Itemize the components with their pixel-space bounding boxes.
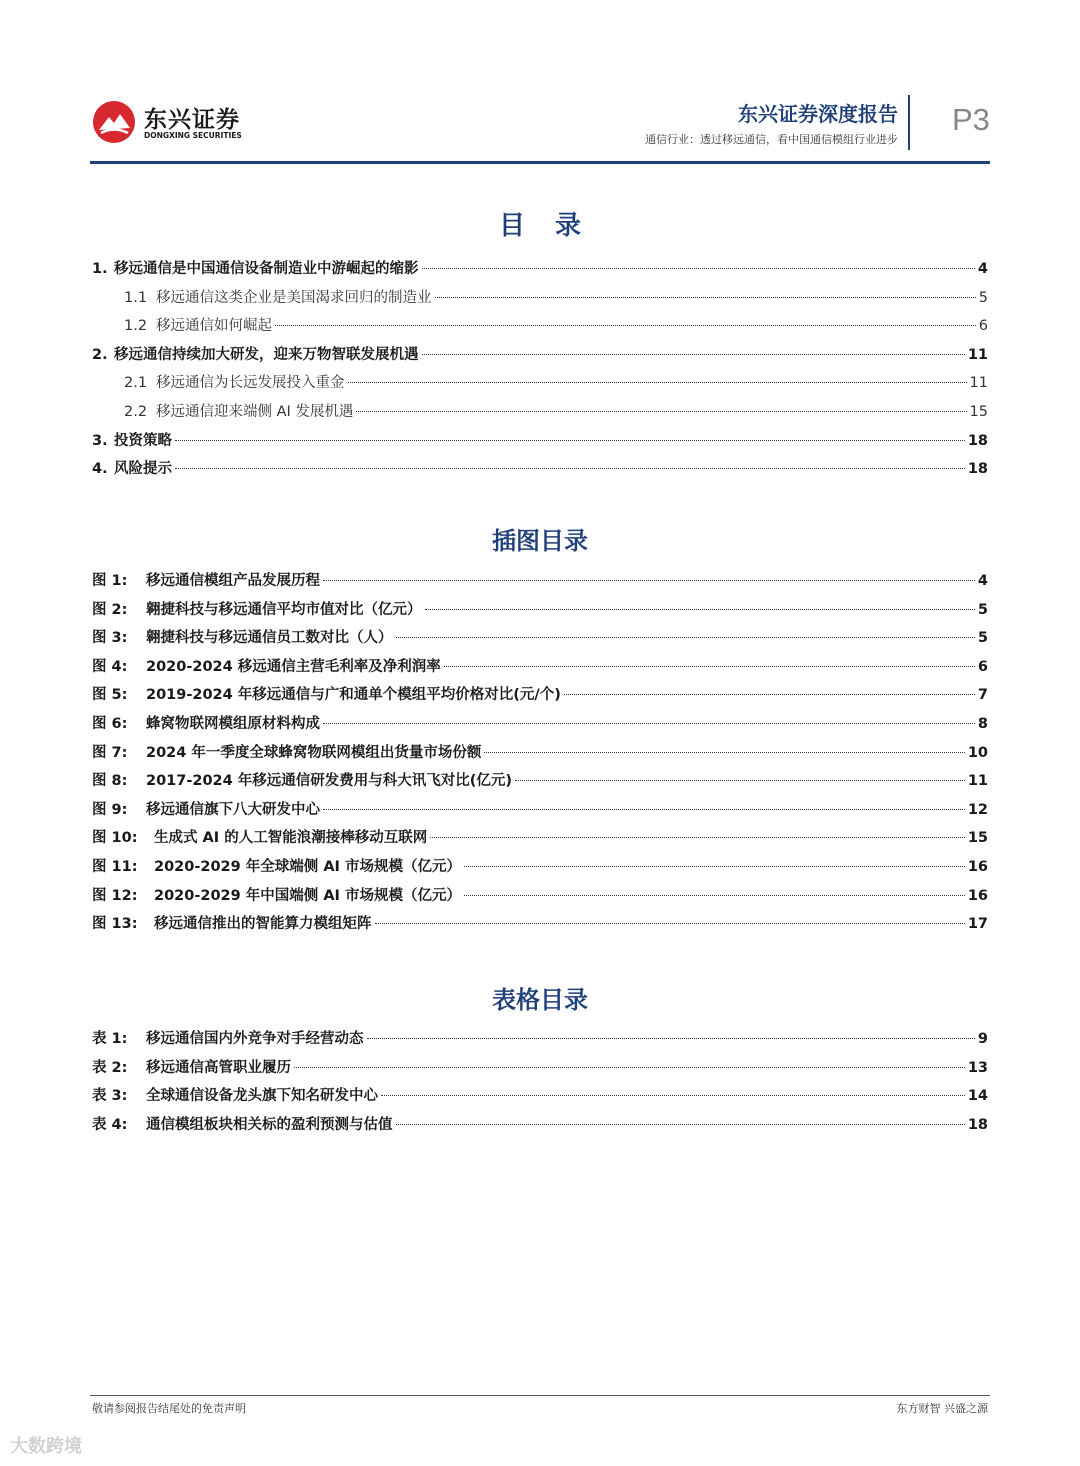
toc-entry-page: 11 [967, 346, 988, 363]
toc-entry-text: 移远通信如何崛起 [156, 318, 272, 335]
figure-entry[interactable] [92, 882, 988, 911]
toc-title: 目录 [498, 211, 611, 241]
toc-entry-text: 投资策略 [114, 432, 172, 449]
figure-label: 图 1: [92, 573, 128, 589]
table-title: 移远通信国内外竞争对手经营动态 [146, 1031, 364, 1047]
toc-entry-number: 3. [92, 432, 108, 449]
table-page: 14 [967, 1088, 988, 1105]
table-page: 9 [977, 1031, 988, 1047]
figure-page: 10 [967, 744, 988, 761]
footer-rule [90, 1395, 990, 1396]
table-title: 通信模组板块相关标的盈利预测与估值 [146, 1116, 393, 1133]
figure-title: 2020-2029 年全球端侧 AI 市场规模（亿元） [154, 858, 461, 875]
figure-label: 图 4: [92, 658, 128, 675]
table-entry[interactable] [92, 1054, 988, 1083]
leader-dots [356, 411, 966, 412]
figure-label: 图 9: [92, 801, 128, 818]
toc-entry[interactable] [92, 341, 988, 370]
toc-entry-number: 2. [92, 346, 108, 363]
leader-dots [430, 837, 965, 838]
figure-label: 图 2: [92, 601, 128, 618]
leader-dots [323, 723, 975, 724]
figure-label: 图 11: [92, 858, 138, 875]
figure-title: 2020-2029 年中国端侧 AI 市场规模（亿元） [154, 887, 461, 904]
table-label: 表 4: [92, 1116, 128, 1133]
toc-entry-number: 2.1 [124, 375, 148, 392]
toc-entry[interactable] [92, 398, 988, 427]
figures-list [92, 567, 988, 939]
leader-dots [175, 468, 965, 469]
figure-entry[interactable] [92, 681, 988, 710]
figure-entry[interactable] [92, 653, 988, 682]
table-title: 移远通信高管职业履历 [146, 1059, 291, 1076]
toc-entry-number: 1.1 [124, 289, 148, 306]
toc-entry-page: 18 [967, 461, 988, 478]
table-label: 表 3: [92, 1088, 128, 1105]
figure-label: 图 13: [92, 916, 138, 933]
figure-entry[interactable] [92, 596, 988, 625]
watermark [10, 1432, 82, 1458]
table-entry[interactable] [92, 1111, 988, 1140]
figure-entry[interactable] [92, 910, 988, 939]
toc-entry-text: 移远通信为长远发展投入重金 [156, 375, 345, 392]
tables-list-title: 表格目录 [492, 986, 588, 1014]
figure-page: 5 [977, 601, 988, 618]
table-entry[interactable] [92, 1025, 988, 1054]
toc-entry-text: 移远通信持续加大研发，迎来万物智联发展机遇 [114, 346, 419, 363]
toc-entry[interactable] [92, 369, 988, 398]
figure-title: 2017-2024 年移远通信研发费用与科大讯飞对比(亿元) [146, 773, 513, 790]
figure-page: 16 [967, 887, 988, 904]
leader-dots [275, 325, 976, 326]
table-entry[interactable] [92, 1082, 988, 1111]
toc-entry[interactable] [92, 255, 988, 284]
dongxing-logo-icon [92, 100, 136, 144]
toc-entry-number: 2.2 [124, 403, 148, 420]
figure-label: 图 8: [92, 773, 128, 790]
company-logo [92, 100, 252, 145]
toc-entry-page: 18 [967, 432, 988, 449]
logo-english-name: DONGXING SECURITIES [144, 131, 242, 140]
toc-entry-text: 移远通信这类企业是美国渴求回归的制造业 [156, 289, 432, 306]
figure-title: 2019-2024 年移远通信与广和通单个模组平均价格对比(元/个) [146, 687, 561, 704]
figure-title: 翱捷科技与移远通信员工数对比（人） [146, 630, 393, 647]
leader-dots [396, 637, 975, 638]
toc-entry[interactable] [92, 455, 988, 484]
leader-dots [367, 1038, 975, 1039]
toc-entry[interactable] [92, 284, 988, 313]
footer-slogan: 东方财智 兴盛之源 [896, 1402, 988, 1415]
figure-label: 图 3: [92, 630, 128, 647]
disclaimer-notice: 敬请参阅报告结尾处的免责声明 [92, 1402, 246, 1415]
tables-list [92, 1025, 988, 1139]
figure-title: 翱捷科技与移远通信平均市值对比（亿元） [146, 601, 422, 618]
figure-page: 11 [967, 773, 988, 790]
figure-page: 17 [967, 916, 988, 933]
figure-entry[interactable] [92, 710, 988, 739]
leader-dots [444, 666, 975, 667]
leader-dots [175, 440, 965, 441]
table-label: 表 1: [92, 1031, 128, 1047]
toc-entry[interactable] [92, 312, 988, 341]
toc-entry[interactable] [92, 427, 988, 456]
table-page: 13 [967, 1059, 988, 1076]
leader-dots [484, 752, 964, 753]
toc-entry-page: 5 [978, 289, 988, 306]
figure-label: 图 5: [92, 687, 128, 704]
figure-title: 移远通信模组产品发展历程 [146, 573, 320, 589]
toc-entry-number: 4. [92, 461, 108, 478]
figure-title: 2020-2024 移远通信主营毛利率及净利润率 [146, 658, 441, 675]
toc-entry-number: 1. [92, 261, 108, 277]
leader-dots [294, 1067, 965, 1068]
logo-chinese-name: 东兴证券 [144, 107, 240, 133]
figure-page: 6 [977, 658, 988, 675]
table-page: 18 [967, 1116, 988, 1133]
leader-dots [435, 297, 976, 298]
page-number: P3 [952, 102, 990, 137]
figure-entry[interactable] [92, 853, 988, 882]
figure-page: 7 [977, 687, 988, 704]
leader-dots [464, 895, 965, 896]
leader-dots [515, 780, 965, 781]
figure-entry[interactable] [92, 796, 988, 825]
leader-dots [564, 694, 975, 695]
figure-entry[interactable] [92, 567, 988, 596]
table-label: 表 2: [92, 1059, 128, 1076]
figure-page: 8 [977, 715, 988, 732]
figure-label: 图 12: [92, 887, 138, 904]
toc-list [92, 255, 988, 484]
leader-dots [422, 268, 975, 269]
leader-dots [381, 1095, 965, 1096]
figures-list-title: 插图目录 [492, 527, 588, 555]
leader-dots [422, 354, 965, 355]
figure-page: 12 [967, 801, 988, 818]
leader-dots [425, 609, 975, 610]
leader-dots [396, 1124, 965, 1125]
figure-title: 2024 年一季度全球蜂窝物联网模组出货量市场份额 [146, 744, 482, 761]
header-divider [908, 95, 910, 150]
figure-entry[interactable] [92, 624, 988, 653]
toc-entry-number: 1.2 [124, 318, 148, 335]
figure-title: 蜂窝物联网模组原材料构成 [146, 715, 320, 732]
report-subtitle: 通信行业：透过移远通信，看中国通信模组行业进步 [645, 133, 898, 146]
figure-title: 移远通信旗下八大研发中心 [146, 801, 320, 818]
figure-label: 图 10: [92, 830, 138, 847]
leader-dots [375, 923, 965, 924]
watermark-text: 大数跨境 [10, 1436, 82, 1457]
figure-entry[interactable] [92, 824, 988, 853]
figure-page: 5 [977, 630, 988, 647]
toc-entry-text: 移远通信迎来端侧 AI 发展机遇 [156, 403, 354, 420]
header-rule [90, 161, 990, 164]
figure-title: 移远通信推出的智能算力模组矩阵 [154, 916, 372, 933]
figure-page: 15 [967, 830, 988, 847]
toc-entry-page: 4 [977, 261, 988, 277]
figure-label: 图 6: [92, 715, 128, 732]
toc-entry-page: 6 [978, 318, 988, 335]
toc-entry-text: 风险提示 [114, 461, 172, 478]
figure-label: 图 7: [92, 744, 128, 761]
toc-entry-text: 移远通信是中国通信设备制造业中游崛起的缩影 [114, 261, 419, 277]
figure-page: 16 [967, 858, 988, 875]
figure-title: 生成式 AI 的人工智能浪潮接棒移动互联网 [154, 830, 428, 847]
report-title: 东兴证券深度报告 [738, 102, 898, 126]
figure-entry[interactable] [92, 739, 988, 768]
leader-dots [323, 809, 965, 810]
toc-entry-page: 15 [969, 403, 988, 420]
leader-dots [323, 580, 975, 581]
toc-entry-page: 11 [969, 375, 988, 392]
table-title: 全球通信设备龙头旗下知名研发中心 [146, 1088, 378, 1105]
leader-dots [464, 866, 965, 867]
figure-page: 4 [977, 573, 988, 589]
leader-dots [348, 382, 967, 383]
figure-entry[interactable] [92, 767, 988, 796]
